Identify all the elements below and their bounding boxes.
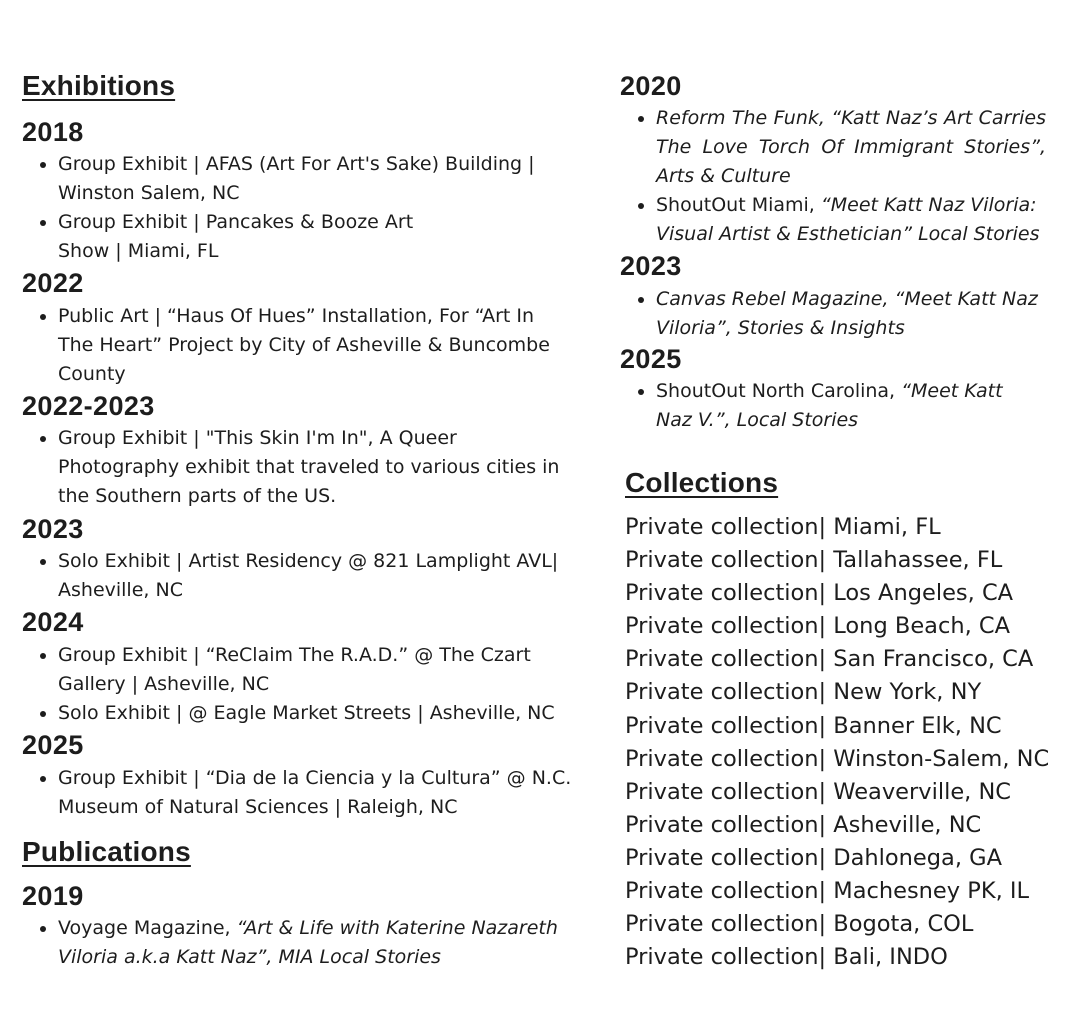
exhibition-list-2022 — [22, 302, 558, 389]
collection-item: Private collection| Bali, INDO — [625, 944, 948, 971]
publication-year-2025: 2025 — [620, 344, 682, 374]
publication-detail: “Meet Katt Naz Viloria: Visual Artist & Esthetician” Local Stories — [656, 194, 1040, 245]
collection-item: Private collection| Long Beach, CA — [625, 613, 1010, 640]
exhibition-item: • Group Exhibit | “ReClaim The R.A.D.” @ The Czart Gallery | Asheville, NC — [58, 641, 548, 699]
publication-detail: “Meet Katt Naz V.”, Local Stories — [656, 380, 1003, 431]
exhibition-item: • Group Exhibit | “Dia de la Ciencia y la Cultura” @ N.C. Museum of Natural Sciences | Raleigh, NC — [58, 764, 618, 822]
publication-list-2023 — [620, 285, 1046, 343]
collection-item: Private collection| Tallahassee, FL — [625, 547, 1003, 574]
exhibitions-heading: Exhibitions — [22, 70, 176, 101]
exhibition-list-2023 — [22, 547, 568, 605]
exhibition-list-2024 — [22, 641, 598, 728]
collection-item: Private collection| San Francisco, CA — [625, 646, 1034, 673]
exhibition-list-2018 — [22, 150, 548, 266]
publication-item: • Reform The Funk, “Katt Naz’s Art Carries The Love Torch Of Immigrant Stories”, Arts & Culture — [656, 104, 1046, 191]
publication-list-2020 — [620, 104, 1046, 249]
collections-heading: Collections — [625, 467, 779, 498]
exhibition-item: • Group Exhibit | "This Skin I'm In", A Queer Photography exhibit that traveled to various cities in the Southern parts of the US. — [58, 424, 568, 511]
exhibition-year-2018: 2018 — [22, 117, 84, 147]
exhibition-list-2022-2023 — [22, 424, 568, 511]
publications-heading: Publications — [22, 836, 191, 867]
exhibition-year-2023: 2023 — [22, 514, 84, 544]
exhibition-item: • Solo Exhibit | @ Eagle Market Streets | Asheville, NC — [58, 699, 598, 728]
collection-item: Private collection| Winston-Salem, NC — [625, 745, 1050, 772]
publication-outlet: Voyage Magazine, — [58, 917, 231, 939]
collection-item: Private collection| Banner Elk, NC — [625, 712, 1002, 739]
exhibition-year-2022: 2022 — [22, 268, 84, 298]
publication-year-2020: 2020 — [620, 71, 682, 101]
publication-outlet: ShoutOut North Carolina, — [656, 380, 896, 402]
collection-item: Private collection| Weaverville, NC — [625, 778, 1012, 805]
publication-list-2019 — [22, 914, 578, 972]
publication-item — [656, 377, 1011, 435]
publication-year-2023: 2023 — [620, 251, 682, 281]
collection-item: Private collection| Los Angeles, CA — [625, 580, 1014, 607]
collections-list — [625, 511, 1049, 974]
collection-item: Private collection| Asheville, NC — [625, 811, 982, 838]
publication-detail: “Art & Life with Katerine Nazareth Viloria a.k.a Katt Naz”, MIA Local Stories — [58, 917, 558, 968]
exhibition-year-2024: 2024 — [22, 607, 84, 637]
publication-item — [656, 191, 1046, 249]
collection-item: Private collection| Dahlonega, GA — [625, 844, 1002, 871]
exhibition-item: • Solo Exhibit | Artist Residency @ 821 Lamplight AVL| Asheville, NC — [58, 547, 568, 605]
collection-item: Private collection| Machesney PK, IL — [625, 878, 1030, 905]
exhibition-list-2025 — [22, 764, 618, 822]
exhibition-item: • Group Exhibit | Pancakes & Booze Art Show | Miami, FL — [58, 208, 458, 266]
publication-year-2019: 2019 — [22, 881, 84, 911]
publication-outlet: ShoutOut Miami, — [656, 194, 815, 216]
exhibition-year-2022-2023: 2022-2023 — [22, 391, 155, 421]
collection-item: Private collection| New York, NY — [625, 679, 982, 706]
collection-item: Private collection| Miami, FL — [625, 514, 941, 540]
publication-item: • Canvas Rebel Magazine, “Meet Katt Naz Viloria”, Stories & Insights — [656, 285, 1046, 343]
publication-list-2025 — [620, 377, 1011, 435]
exhibition-year-2025: 2025 — [22, 730, 84, 760]
exhibition-item: • Public Art | “Haus Of Hues” Installation, For “Art In The Heart” Project by City of Asheville & Buncombe County — [58, 302, 558, 389]
publication-item — [58, 914, 578, 972]
exhibition-item: • Group Exhibit | AFAS (Art For Art's Sake) Building | Winston Salem, NC — [58, 150, 548, 208]
collection-item: Private collection| Bogota, COL — [625, 911, 974, 938]
